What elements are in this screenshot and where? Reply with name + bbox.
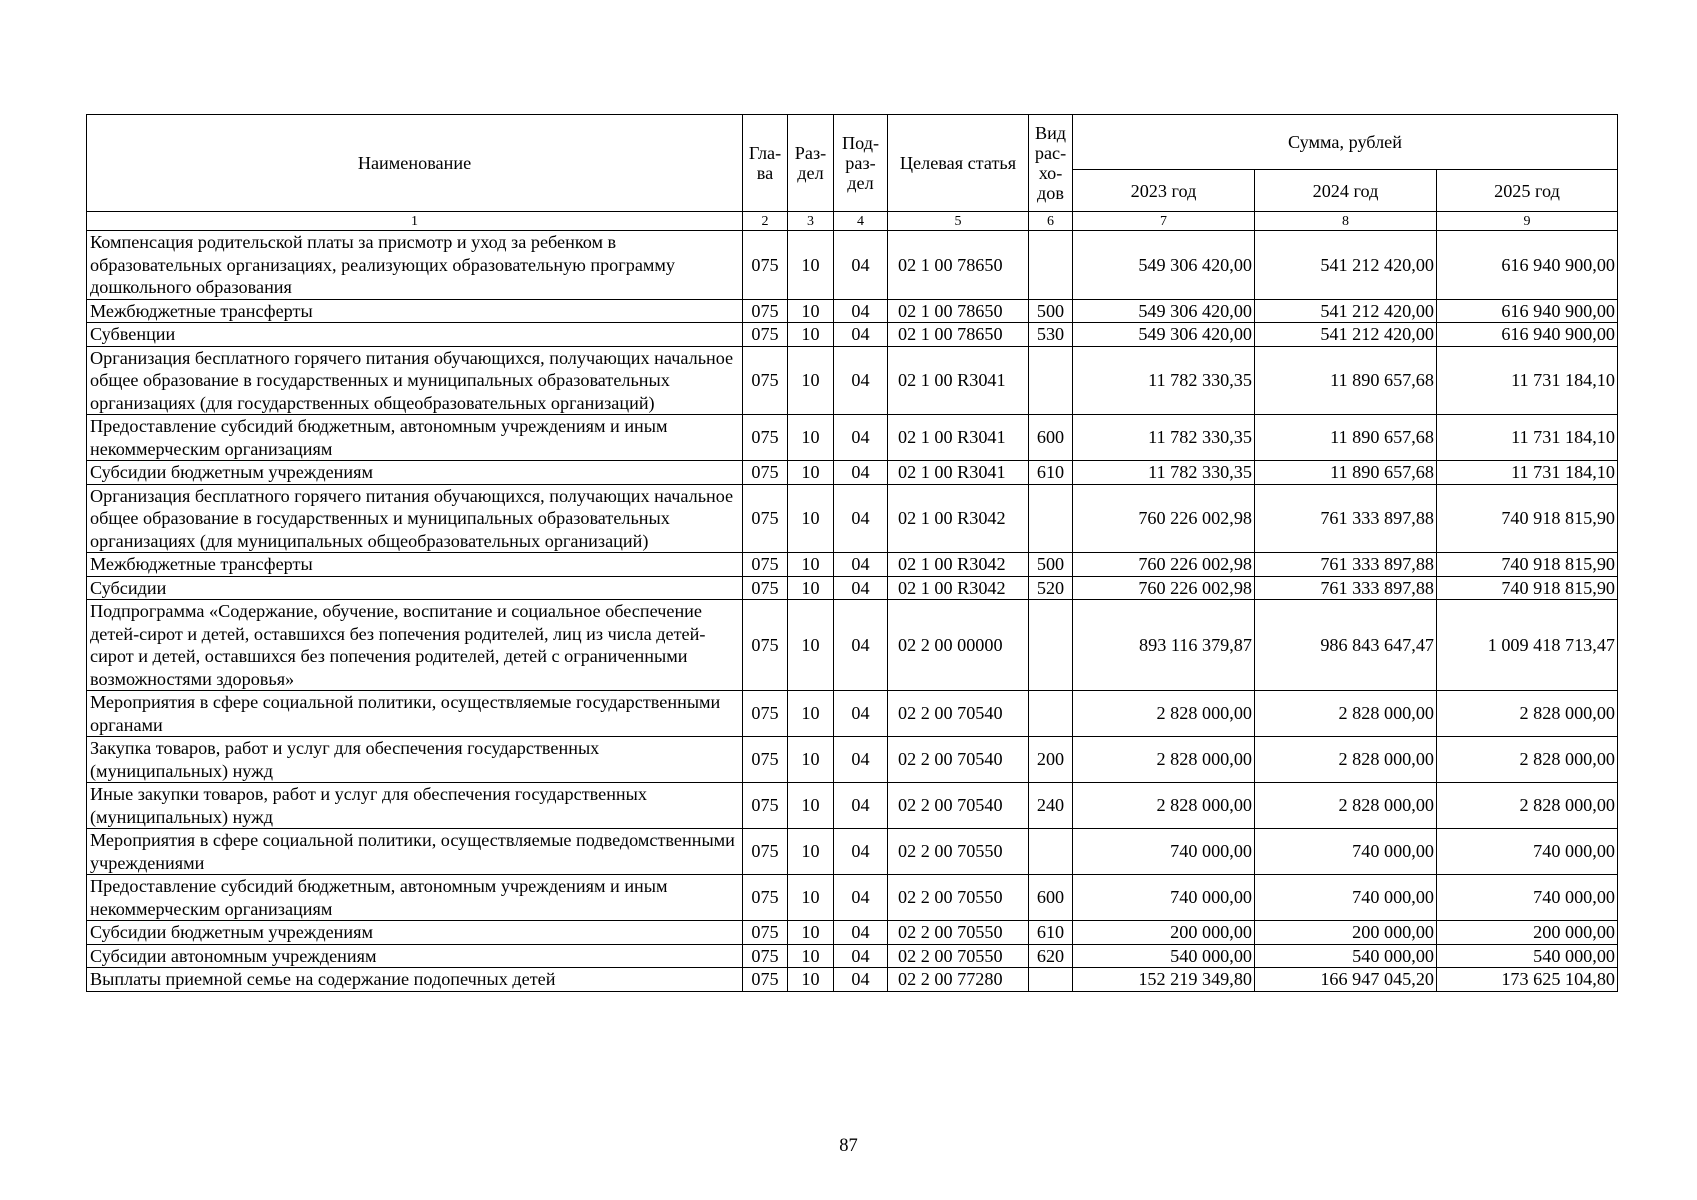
column-number: 1 [87,212,743,231]
row-section: 10 [788,875,834,921]
row-chapter: 075 [743,921,788,945]
row-sum-2025: 11 731 184,10 [1437,346,1618,415]
row-target-article: 02 2 00 00000 [888,600,1029,691]
row-sum-2024: 166 947 045,20 [1255,968,1437,992]
row-section: 10 [788,944,834,968]
row-target-article: 02 1 00 R3041 [888,346,1029,415]
row-target-article: 02 1 00 R3041 [888,415,1029,461]
row-sum-2023: 152 219 349,80 [1073,968,1255,992]
row-chapter: 075 [743,323,788,347]
row-chapter: 075 [743,737,788,783]
table-row [87,231,1618,300]
row-sum-2024: 761 333 897,88 [1255,553,1437,577]
row-subsection: 04 [834,484,888,553]
row-name: Организация бесплатного горячего питания обучающихся, получающих начальное общее образование в государственных и муниципальных образовательных организациях (для государственных общеобразовательных организаций) [87,346,743,415]
row-section: 10 [788,576,834,600]
row-sum-2024: 2 828 000,00 [1255,691,1437,737]
row-sum-2023: 549 306 420,00 [1073,323,1255,347]
row-sum-2023: 760 226 002,98 [1073,576,1255,600]
row-section: 10 [788,783,834,829]
row-name: Субсидии бюджетным учреждениям [87,921,743,945]
row-section: 10 [788,553,834,577]
row-sum-2024: 541 212 420,00 [1255,323,1437,347]
row-name: Субвенции [87,323,743,347]
row-name: Мероприятия в сфере социальной политики, осуществляемые подведомственными учреждениями [87,829,743,875]
row-sum-2023: 11 782 330,35 [1073,415,1255,461]
row-chapter: 075 [743,553,788,577]
row-subsection: 04 [834,323,888,347]
row-expense-type [1029,968,1073,992]
header-target-article: Целевая статья [888,115,1029,212]
row-sum-2023: 11 782 330,35 [1073,346,1255,415]
table-row [87,783,1618,829]
header-year-2023: 2023 год [1073,170,1255,212]
row-sum-2025: 200 000,00 [1437,921,1618,945]
row-subsection: 04 [834,299,888,323]
row-expense-type [1029,829,1073,875]
table-row [87,323,1618,347]
row-sum-2023: 11 782 330,35 [1073,461,1255,485]
row-subsection: 04 [834,737,888,783]
row-chapter: 075 [743,231,788,300]
budget-table-container [86,114,1618,992]
row-subsection: 04 [834,875,888,921]
row-section: 10 [788,691,834,737]
row-section: 10 [788,600,834,691]
row-chapter: 075 [743,461,788,485]
row-chapter: 075 [743,299,788,323]
row-sum-2024: 541 212 420,00 [1255,231,1437,300]
row-chapter: 075 [743,691,788,737]
row-sum-2025: 616 940 900,00 [1437,231,1618,300]
row-sum-2025: 11 731 184,10 [1437,461,1618,485]
header-chapter: Гла-ва [743,115,788,212]
column-number: 2 [743,212,788,231]
column-number: 4 [834,212,888,231]
row-section: 10 [788,415,834,461]
row-chapter: 075 [743,968,788,992]
column-number: 5 [888,212,1029,231]
table-row [87,875,1618,921]
column-number-row [87,212,1618,231]
row-sum-2025: 2 828 000,00 [1437,783,1618,829]
row-expense-type: 530 [1029,323,1073,347]
row-name: Компенсация родительской платы за присмотр и уход за ребенком в образовательных организациях, реализующих образовательную программу дошкольного образования [87,231,743,300]
row-subsection: 04 [834,600,888,691]
table-row [87,461,1618,485]
row-expense-type: 610 [1029,921,1073,945]
row-sum-2023: 2 828 000,00 [1073,691,1255,737]
budget-table [86,114,1618,992]
row-sum-2023: 740 000,00 [1073,829,1255,875]
row-sum-2025: 11 731 184,10 [1437,415,1618,461]
row-expense-type: 500 [1029,553,1073,577]
row-sum-2024: 11 890 657,68 [1255,461,1437,485]
row-sum-2023: 2 828 000,00 [1073,783,1255,829]
row-expense-type: 500 [1029,299,1073,323]
row-section: 10 [788,921,834,945]
row-expense-type: 240 [1029,783,1073,829]
row-target-article: 02 1 00 78650 [888,299,1029,323]
row-section: 10 [788,323,834,347]
row-sum-2023: 2 828 000,00 [1073,737,1255,783]
row-sum-2023: 740 000,00 [1073,875,1255,921]
row-target-article: 02 1 00 78650 [888,323,1029,347]
row-expense-type: 600 [1029,415,1073,461]
table-row [87,484,1618,553]
row-target-article: 02 2 00 70550 [888,829,1029,875]
table-row [87,829,1618,875]
row-sum-2024: 761 333 897,88 [1255,484,1437,553]
row-expense-type [1029,484,1073,553]
header-year-2025: 2025 год [1437,170,1618,212]
row-section: 10 [788,484,834,553]
row-sum-2024: 11 890 657,68 [1255,346,1437,415]
row-subsection: 04 [834,415,888,461]
row-sum-2025: 173 625 104,80 [1437,968,1618,992]
row-name: Предоставление субсидий бюджетным, автономным учреждениям и иным некоммерческим организациям [87,875,743,921]
row-subsection: 04 [834,576,888,600]
row-name: Субсидии [87,576,743,600]
row-expense-type: 610 [1029,461,1073,485]
table-row [87,576,1618,600]
row-name: Выплаты приемной семье на содержание подопечных детей [87,968,743,992]
row-chapter: 075 [743,346,788,415]
row-name: Межбюджетные трансферты [87,553,743,577]
row-sum-2025: 616 940 900,00 [1437,299,1618,323]
row-target-article: 02 2 00 70540 [888,737,1029,783]
row-target-article: 02 1 00 R3042 [888,553,1029,577]
row-sum-2024: 986 843 647,47 [1255,600,1437,691]
row-target-article: 02 1 00 78650 [888,231,1029,300]
row-chapter: 075 [743,829,788,875]
row-section: 10 [788,346,834,415]
row-sum-2023: 760 226 002,98 [1073,553,1255,577]
table-row [87,553,1618,577]
row-subsection: 04 [834,553,888,577]
row-section: 10 [788,737,834,783]
row-target-article: 02 2 00 70550 [888,875,1029,921]
table-body [87,231,1618,992]
row-subsection: 04 [834,231,888,300]
table-row [87,346,1618,415]
column-number: 3 [788,212,834,231]
row-sum-2024: 540 000,00 [1255,944,1437,968]
row-sum-2025: 740 000,00 [1437,829,1618,875]
row-expense-type: 600 [1029,875,1073,921]
table-row [87,691,1618,737]
row-target-article: 02 2 00 70550 [888,921,1029,945]
row-name: Предоставление субсидий бюджетным, автономным учреждениям и иным некоммерческим организациям [87,415,743,461]
row-chapter: 075 [743,875,788,921]
row-name: Субсидии автономным учреждениям [87,944,743,968]
row-target-article: 02 1 00 R3042 [888,484,1029,553]
row-name: Организация бесплатного горячего питания обучающихся, получающих начальное общее образование в государственных и муниципальных образовательных организациях (для муниципальных общеобразовательных организаций) [87,484,743,553]
row-subsection: 04 [834,346,888,415]
row-sum-2023: 893 116 379,87 [1073,600,1255,691]
table-row [87,600,1618,691]
row-target-article: 02 2 00 70540 [888,783,1029,829]
row-section: 10 [788,829,834,875]
column-number: 6 [1029,212,1073,231]
row-sum-2023: 760 226 002,98 [1073,484,1255,553]
row-sum-2023: 200 000,00 [1073,921,1255,945]
row-chapter: 075 [743,783,788,829]
row-sum-2025: 740 918 815,90 [1437,553,1618,577]
column-number: 7 [1073,212,1255,231]
header-sum: Сумма, рублей [1073,115,1618,170]
row-sum-2025: 1 009 418 713,47 [1437,600,1618,691]
row-sum-2024: 2 828 000,00 [1255,737,1437,783]
header-subsection: Под-раз-дел [834,115,888,212]
header-section: Раз-дел [788,115,834,212]
row-expense-type: 520 [1029,576,1073,600]
row-target-article: 02 1 00 R3041 [888,461,1029,485]
row-sum-2025: 740 918 815,90 [1437,484,1618,553]
row-chapter: 075 [743,415,788,461]
row-sum-2024: 11 890 657,68 [1255,415,1437,461]
row-subsection: 04 [834,461,888,485]
table-row [87,968,1618,992]
table-row [87,415,1618,461]
row-subsection: 04 [834,944,888,968]
row-chapter: 075 [743,576,788,600]
row-subsection: 04 [834,921,888,945]
column-number: 8 [1255,212,1437,231]
row-target-article: 02 2 00 77280 [888,968,1029,992]
row-subsection: 04 [834,968,888,992]
row-expense-type [1029,600,1073,691]
row-chapter: 075 [743,600,788,691]
row-sum-2023: 540 000,00 [1073,944,1255,968]
row-sum-2024: 740 000,00 [1255,829,1437,875]
row-chapter: 075 [743,944,788,968]
row-sum-2024: 740 000,00 [1255,875,1437,921]
header-name: Наименование [87,115,743,212]
row-sum-2025: 540 000,00 [1437,944,1618,968]
table-row [87,921,1618,945]
row-sum-2024: 761 333 897,88 [1255,576,1437,600]
row-name: Иные закупки товаров, работ и услуг для обеспечения государственных (муниципальных) нужд [87,783,743,829]
row-expense-type [1029,346,1073,415]
row-sum-2023: 549 306 420,00 [1073,231,1255,300]
row-subsection: 04 [834,691,888,737]
table-row [87,944,1618,968]
row-sum-2025: 740 918 815,90 [1437,576,1618,600]
page-number: 87 [839,1136,858,1156]
table-row [87,737,1618,783]
row-chapter: 075 [743,484,788,553]
row-subsection: 04 [834,829,888,875]
table-row [87,299,1618,323]
row-name: Мероприятия в сфере социальной политики, осуществляемые государственными органами [87,691,743,737]
row-sum-2025: 740 000,00 [1437,875,1618,921]
row-sum-2024: 541 212 420,00 [1255,299,1437,323]
row-section: 10 [788,968,834,992]
row-section: 10 [788,231,834,300]
row-expense-type: 620 [1029,944,1073,968]
row-section: 10 [788,461,834,485]
row-target-article: 02 2 00 70550 [888,944,1029,968]
row-expense-type [1029,231,1073,300]
row-name: Межбюджетные трансферты [87,299,743,323]
row-section: 10 [788,299,834,323]
row-sum-2025: 2 828 000,00 [1437,737,1618,783]
row-expense-type: 200 [1029,737,1073,783]
row-sum-2025: 2 828 000,00 [1437,691,1618,737]
header-expense-type: Вид рас-хо-дов [1029,115,1073,212]
row-sum-2024: 2 828 000,00 [1255,783,1437,829]
row-sum-2025: 616 940 900,00 [1437,323,1618,347]
row-sum-2024: 200 000,00 [1255,921,1437,945]
row-name: Подпрограмма «Содержание, обучение, воспитание и социальное обеспечение детей-сирот и детей, оставшихся без попечения родителей, лиц из числа детей-сирот и детей, оставшихся без попечения родителей, детей с ограниченными возможностями здоровья» [87,600,743,691]
column-number: 9 [1437,212,1618,231]
row-sum-2023: 549 306 420,00 [1073,299,1255,323]
row-name: Субсидии бюджетным учреждениям [87,461,743,485]
header-year-2024: 2024 год [1255,170,1437,212]
row-subsection: 04 [834,783,888,829]
row-target-article: 02 1 00 R3042 [888,576,1029,600]
row-expense-type [1029,691,1073,737]
row-name: Закупка товаров, работ и услуг для обеспечения государственных (муниципальных) нужд [87,737,743,783]
row-target-article: 02 2 00 70540 [888,691,1029,737]
